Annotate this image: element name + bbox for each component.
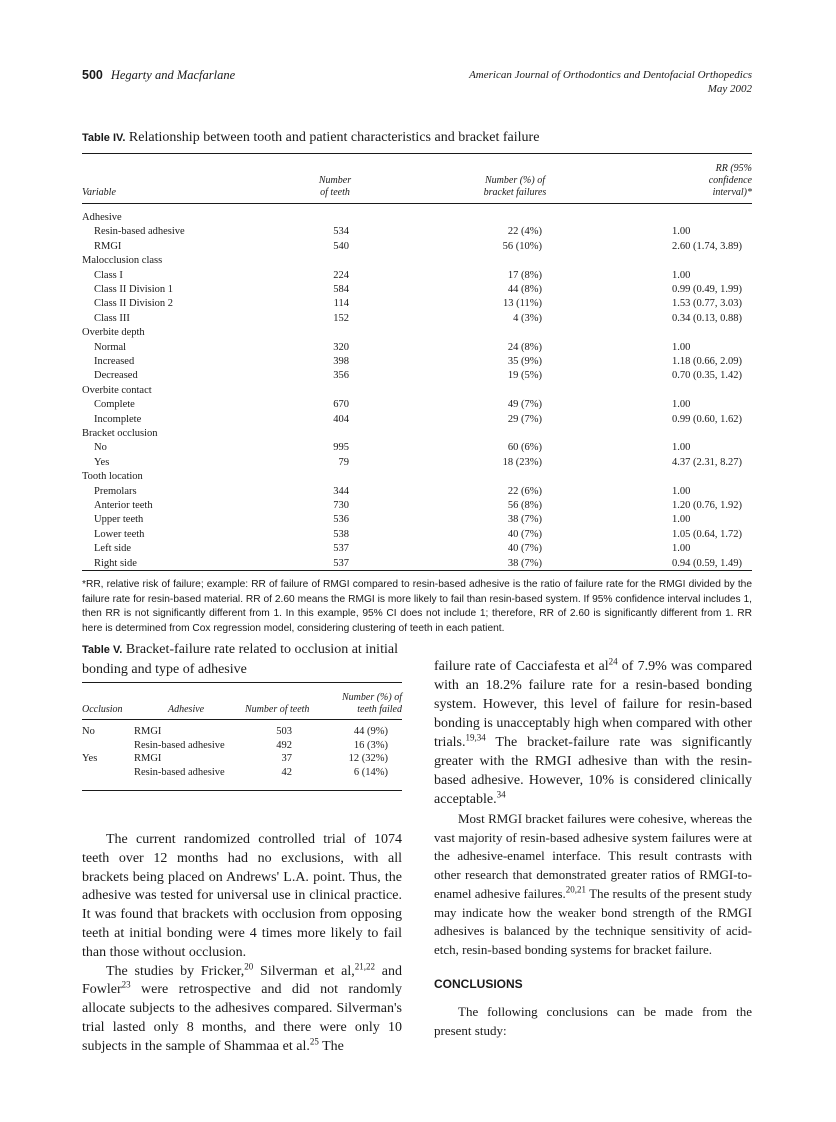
table4-cell-failures: 17 (8%): [507, 269, 542, 281]
table4-cell-failures: 56 (10%): [502, 240, 542, 252]
citation-21-22: 21,22: [354, 960, 376, 971]
table4-group-row: [82, 211, 752, 225]
table4-cell-failures: 38 (7%): [507, 514, 542, 526]
table4-cell-rr: 0.94 (0.59, 1.49): [672, 557, 742, 569]
table4-col-failures-line2: bracket failures: [483, 187, 547, 198]
table5-cell-adhesive: RMGI: [134, 753, 162, 764]
table4-cell-failures: 19 (5%): [507, 370, 542, 382]
table4-row: [82, 456, 752, 470]
table4-cell-variable: Incomplete: [94, 413, 142, 425]
table4-row: [82, 441, 752, 455]
table4-cell-variable: Resin-based adhesive: [94, 226, 185, 238]
table4-cell-failures: 29 (7%): [507, 413, 542, 425]
table4-footnote: *RR, relative risk of failure; example: RR of failure of RMGI compared to resin-based adhesive is the ratio of failure rate for the RMGI divided by the failure rate for resin-based material. RR of 2.60 means the RMGI is more likely to fail than resin-based system. If 95% confidence interval includes 1, then RR is not significantly different from 1. In this example, 95% CI does not include 1; therefore, RR of 2.60 is significantly different from 1. RR here is determined from Cox regression model, considering clustering of teeth in each patient.: [82, 579, 752, 634]
table4-cell-failures: 22 (6%): [507, 485, 542, 497]
table5-caption: [82, 640, 402, 679]
table4-cell-variable: Lower teeth: [94, 528, 145, 540]
table4-group-row: [82, 254, 752, 268]
table4-cell-failures: 35 (9%): [507, 356, 542, 367]
table4-cell-variable: Right side: [94, 557, 137, 569]
table4-col-rr: [652, 163, 752, 199]
conclusions-paragraph: The following conclusions can be made from the present study:: [434, 1004, 752, 1038]
table4-row: [82, 225, 752, 239]
table4-cell-variable: Normal: [94, 341, 127, 353]
table4-cell-failures: 40 (7%): [507, 528, 542, 540]
table5-cell-teeth: 42: [281, 766, 292, 778]
running-header-left: [82, 68, 235, 83]
table4-cell-teeth: 152: [333, 312, 349, 324]
issue-date: May 2002: [707, 83, 752, 95]
table4-col-teeth: [305, 175, 365, 199]
table4-cell-failures: 56 (8%): [507, 500, 542, 511]
table4-row: [82, 499, 752, 513]
table5-top-rule: [82, 682, 402, 683]
right-p2-text-b: The results of the present study may indicate how the weaker bond strength of the RMGI adhesives is balanced by the technique sensitivity of acid-etch, resin-based bonding systems for bracket failure.: [434, 885, 753, 957]
right-paragraph-1: [434, 657, 752, 809]
table4-row: [82, 513, 752, 527]
table4-cell-failures: 18 (23%): [502, 456, 542, 468]
table4-cell-teeth: 224: [333, 269, 349, 281]
table4-cell-variable: Increased: [94, 356, 135, 367]
table4-cell-rr: 1.00: [672, 341, 691, 353]
table4-cell-rr: 0.34 (0.13, 0.88): [672, 312, 742, 324]
table4-cell-variable: RMGI: [94, 240, 122, 252]
table4-cell-variable: No: [94, 442, 107, 454]
table4-cell-teeth: 344: [333, 485, 349, 497]
table4-group-row: [82, 427, 752, 441]
left-p2-text-b: Silverman et al,: [253, 963, 355, 979]
table5-cell-adhesive: Resin-based adhesive: [134, 739, 225, 751]
table4-bottom-rule: [82, 570, 752, 571]
left-p2-text-d: were retrospective and did not randomly allocate subjects to the adhesives compared. Silverman's trial lasted only 8 months, and there were only 10 subjects in the sample of Shammaa et al.: [82, 982, 402, 1054]
table5-cell-teeth: 492: [276, 739, 292, 751]
citation-23: 23: [121, 979, 131, 990]
table5-col-teeth: Number of teeth: [245, 704, 310, 715]
table4-cell-teeth: 536: [333, 514, 349, 526]
table5-cell-adhesive: Resin-based adhesive: [134, 766, 225, 778]
table4-row: [82, 369, 752, 383]
table4-cell-teeth: 584: [333, 284, 349, 295]
table4-col-rr-line3: interval)*: [712, 187, 752, 198]
table4-cell-teeth: 540: [333, 240, 349, 252]
right-p2-text-a: Most RMGI bracket failures were cohesive, whereas the vast majority of resin-based adhesive system failures were at the adhesive-enamel interface. This result contrasts with other research that demonstrated greater ratios of RMGI-to-enamel adhesive failures.: [434, 811, 752, 901]
table5-cell-failed: 12 (32%): [348, 753, 388, 764]
table4-cell-teeth: 534: [333, 226, 349, 238]
table4-row: [82, 528, 752, 542]
table4-row: [82, 283, 752, 297]
table4-cell-teeth: 356: [333, 370, 349, 382]
table5-cell-failed: 6 (14%): [353, 766, 388, 778]
table4-cell-variable: Class II Division 2: [94, 298, 174, 310]
table5-col-failed-line2: teeth failed: [357, 704, 402, 715]
conclusions-heading: CONCLUSIONS: [434, 977, 523, 991]
table4-cell-failures: 38 (7%): [507, 557, 542, 569]
table5-col-occlusion: Occlusion: [82, 704, 123, 715]
citation-19-34: 19,34: [465, 732, 486, 743]
right-paragraph-2: [434, 810, 752, 960]
table4-cell-variable: Anterior teeth: [94, 500, 153, 511]
table4-cell-variable: Yes: [94, 456, 110, 468]
table5-cell-teeth: 37: [281, 753, 292, 764]
table4-row: [82, 557, 752, 571]
table4-cell-rr: 1.00: [672, 442, 691, 454]
table4-cell-variable: Class III: [94, 312, 130, 324]
table4-cell-rr: 1.00: [672, 485, 691, 497]
table4-cell-variable: Class I: [94, 269, 123, 281]
table4-caption: [82, 130, 539, 146]
table4-cell-teeth: 995: [333, 442, 349, 454]
table4-cell-failures: 22 (4%): [507, 226, 542, 238]
table5-header-rule: [82, 719, 402, 720]
table4-cell-teeth: 537: [333, 543, 349, 555]
table4-cell-variable: Malocclusion class: [82, 255, 163, 267]
table4-top-rule: [82, 153, 752, 154]
table4-cell-teeth: 730: [333, 500, 349, 511]
citation-24: 24: [608, 656, 618, 667]
table4-cell-variable: Overbite contact: [82, 384, 152, 396]
right-column-text: [434, 657, 752, 960]
table4-row: [82, 297, 752, 311]
table4-cell-rr: 4.37 (2.31, 8.27): [672, 456, 742, 468]
table4-group-row: [82, 384, 752, 398]
left-p2-text-a: The studies by Fricker,: [106, 963, 245, 979]
table5-cell-failed: 16 (3%): [353, 739, 388, 751]
table4-cell-variable: Tooth location: [82, 471, 143, 483]
table5-cell-occlusion: No: [82, 726, 95, 737]
table4-cell-rr: 0.70 (0.35, 1.42): [672, 370, 742, 382]
table4-col-teeth-line1: Number: [318, 175, 352, 186]
left-p2-text-e: The: [318, 1038, 344, 1054]
conclusions-text: [434, 1003, 752, 1040]
table4-row: [82, 269, 752, 283]
running-header-right: [469, 68, 752, 96]
table4-cell-rr: 1.53 (0.77, 3.03): [672, 298, 742, 310]
table4-cell-rr: 0.99 (0.49, 1.99): [672, 284, 742, 295]
table4-cell-failures: 13 (11%): [503, 298, 542, 310]
running-authors: Hegarty and Macfarlane: [110, 68, 236, 82]
table5-col-adhesive: Adhesive: [168, 704, 205, 715]
table4-cell-teeth: 114: [333, 298, 349, 310]
journal-name: American Journal of Orthodontics and Dentofacial Orthopedics: [469, 69, 752, 81]
table4-col-failures-line1: Number (%) of: [485, 175, 545, 186]
table4-cell-variable: Upper teeth: [94, 514, 144, 526]
table4-cell-variable: Decreased: [94, 370, 138, 382]
table5-bottom-rule: [82, 790, 402, 791]
table4-col-teeth-line2: of teeth: [320, 187, 350, 198]
table4-cell-variable: Bracket occlusion: [82, 428, 158, 439]
table5-cell-occlusion: Yes: [82, 753, 98, 764]
table4-row: [82, 398, 752, 412]
table4-cell-rr: 0.99 (0.60, 1.62): [672, 413, 742, 425]
table4-cell-failures: 49 (7%): [507, 399, 542, 411]
table4-row: [82, 485, 752, 499]
table4-header-rule: [82, 203, 752, 204]
left-column-text: [82, 831, 402, 1057]
right-p1-text-a: failure rate of Cacciafesta et al: [434, 659, 609, 674]
table4-cell-rr: 1.05 (0.64, 1.72): [672, 528, 742, 540]
table4-row: [82, 355, 752, 369]
table4-col-rr-line2: confidence: [708, 175, 752, 186]
table4-label: Table IV.: [82, 132, 126, 144]
table4-cell-teeth: 537: [333, 557, 349, 569]
citation-34: 34: [496, 789, 506, 800]
table4-col-variable: Variable: [82, 187, 116, 198]
table4-cell-teeth: 320: [333, 341, 349, 353]
table4-cell-variable: Complete: [94, 399, 135, 411]
table4-cell-rr: 2.60 (1.74, 3.89): [672, 240, 742, 252]
table4-group-row: [82, 470, 752, 484]
table4-cell-variable: Premolars: [94, 485, 137, 497]
left-p2-text-c: and Fowler: [82, 963, 402, 998]
citation-20-21: 20,21: [565, 884, 587, 895]
table4-col-failures: [470, 175, 560, 199]
table4-title: Relationship between tooth and patient characteristics and bracket failure: [128, 130, 540, 145]
left-paragraph-1: The current randomized controlled trial of 1074 teeth over 12 months had no exclusions, with all brackets being placed on Andrews' L.A. point. Thus, the adhesive was tested for universal use in clinical practice. It was found that brackets with occlusion from opposing teeth at initial bonding were 4 times more likely to fail than those without occlusion.: [82, 832, 402, 960]
table5-cell-teeth: 503: [276, 726, 292, 737]
table4-cell-teeth: 538: [333, 528, 349, 540]
table4-cell-failures: 40 (7%): [507, 543, 542, 555]
table5-cell-adhesive: RMGI: [134, 726, 162, 737]
table5-title: Bracket-failure rate related to occlusion at initial bonding and type of adhesive: [82, 642, 398, 677]
table4-cell-teeth: 670: [333, 399, 349, 411]
table4-cell-failures: 44 (8%): [507, 284, 542, 295]
table4-group-row: [82, 326, 752, 340]
table4-cell-rr: 1.00: [672, 269, 691, 281]
left-paragraph-2: [82, 960, 402, 1057]
table4-row: [82, 413, 752, 427]
table4-cell-rr: 1.00: [672, 399, 691, 411]
table4-cell-rr: 1.18 (0.66, 2.09): [672, 356, 742, 367]
table4-cell-variable: Class II Division 1: [94, 284, 174, 295]
table4-cell-failures: 24 (8%): [507, 341, 542, 353]
table4-cell-variable: Overbite depth: [82, 327, 145, 339]
table4-cell-rr: 1.00: [672, 543, 691, 555]
table4-cell-rr: 1.20 (0.76, 1.92): [672, 500, 742, 511]
table4-col-rr-line1: RR (95%: [715, 163, 752, 174]
table4-cell-teeth: 398: [333, 356, 349, 367]
table4-row: [82, 312, 752, 326]
right-p1-text-b: of 7.9% was compared with an 18.2% failure rate for a resin-based bonding system. However, this level of failure for resin-based bonding is unacceptably high when compared with other trials.: [434, 659, 752, 750]
citation-20: 20: [244, 960, 254, 971]
right-p1-text-c: The bracket-failure rate was significantly greater with the RMGI adhesive than with the resin-based adhesive. However, 10% is considered clinically acceptable.: [434, 735, 752, 807]
table4-cell-variable: Left side: [94, 543, 132, 555]
table4-cell-teeth: 404: [333, 413, 349, 425]
table4-cell-rr: 1.00: [672, 514, 691, 526]
table4-cell-failures: 4 (3%): [513, 312, 542, 324]
table4-row: [82, 240, 752, 254]
table4-cell-rr: 1.00: [672, 226, 691, 238]
citation-25: 25: [309, 1036, 319, 1047]
table4-cell-failures: 60 (6%): [507, 442, 542, 454]
table4-cell-teeth: 79: [338, 456, 349, 468]
table4-cell-variable: Adhesive: [82, 212, 122, 223]
table4-row: [82, 542, 752, 556]
table4-row: [82, 341, 752, 355]
table5-col-failed-line1: Number (%) of: [342, 692, 402, 703]
table5-label: Table V.: [82, 644, 123, 656]
page-number: 500: [82, 68, 103, 82]
table5-cell-failed: 44 (9%): [353, 726, 388, 737]
